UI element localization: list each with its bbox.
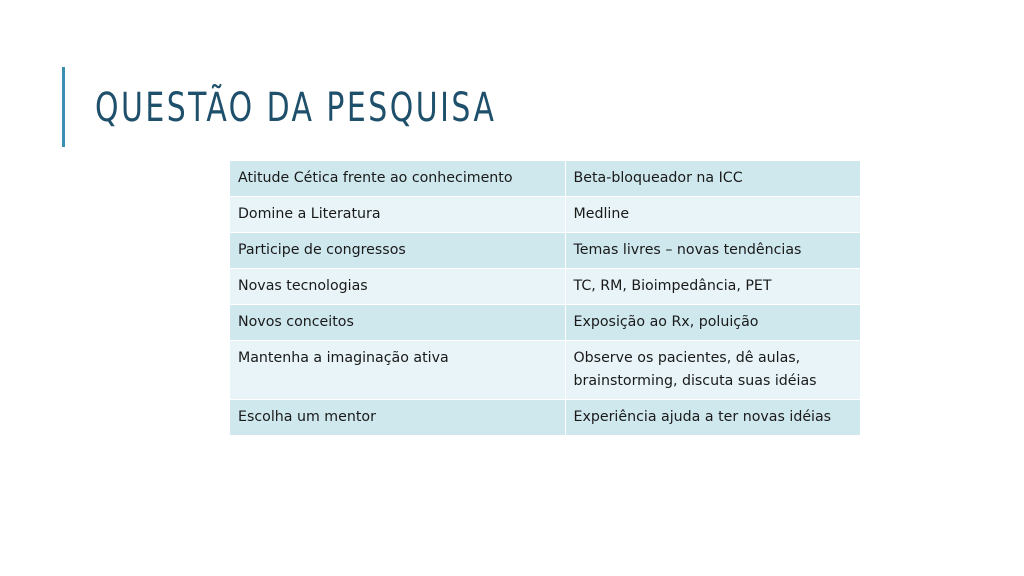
page-title: QUESTÃO DA PESQUISA (95, 85, 497, 131)
cell-text: Observe os pacientes, dê aulas, brainstorming, discuta suas idéias (573, 350, 817, 389)
table-cell-left (230, 269, 565, 305)
content-table (230, 161, 860, 436)
table-row (230, 269, 860, 305)
table-cell-right (565, 197, 860, 233)
table-row (230, 161, 860, 197)
table-cell-right (565, 400, 860, 436)
table-cell-left (230, 161, 565, 197)
table-cell-left (230, 197, 565, 233)
cell-text: Atitude Cética frente ao conhecimento (238, 170, 513, 186)
cell-text: Temas livres – novas tendências (573, 242, 802, 258)
table-cell-right (565, 161, 860, 197)
table-cell-left (230, 341, 565, 400)
title-accent-bar (62, 67, 65, 147)
table-cell-left (230, 400, 565, 436)
table-cell-right (565, 305, 860, 341)
table-row (230, 400, 860, 436)
content-table-wrapper (230, 161, 860, 436)
table-row (230, 305, 860, 341)
cell-text: Novos conceitos (238, 314, 354, 330)
table-row (230, 197, 860, 233)
table-cell-left (230, 233, 565, 269)
table-row (230, 233, 860, 269)
table-cell-right (565, 233, 860, 269)
cell-text: Exposição ao Rx, poluição (573, 314, 759, 330)
table-row (230, 341, 860, 400)
cell-text: Domine a Literatura (238, 206, 381, 222)
cell-text: Medline (573, 206, 630, 222)
cell-text: Experiência ajuda a ter novas idéias (573, 409, 832, 425)
table-cell-right (565, 269, 860, 305)
table-cell-right (565, 341, 860, 400)
cell-text: Escolha um mentor (238, 409, 376, 425)
cell-text: TC, RM, Bioimpedância, PET (573, 278, 772, 294)
table-cell-left (230, 305, 565, 341)
cell-text: Beta-bloqueador na ICC (573, 170, 743, 186)
cell-text: Participe de congressos (238, 242, 406, 258)
cell-text: Mantenha a imaginação ativa (238, 350, 449, 366)
cell-text: Novas tecnologias (238, 278, 368, 294)
